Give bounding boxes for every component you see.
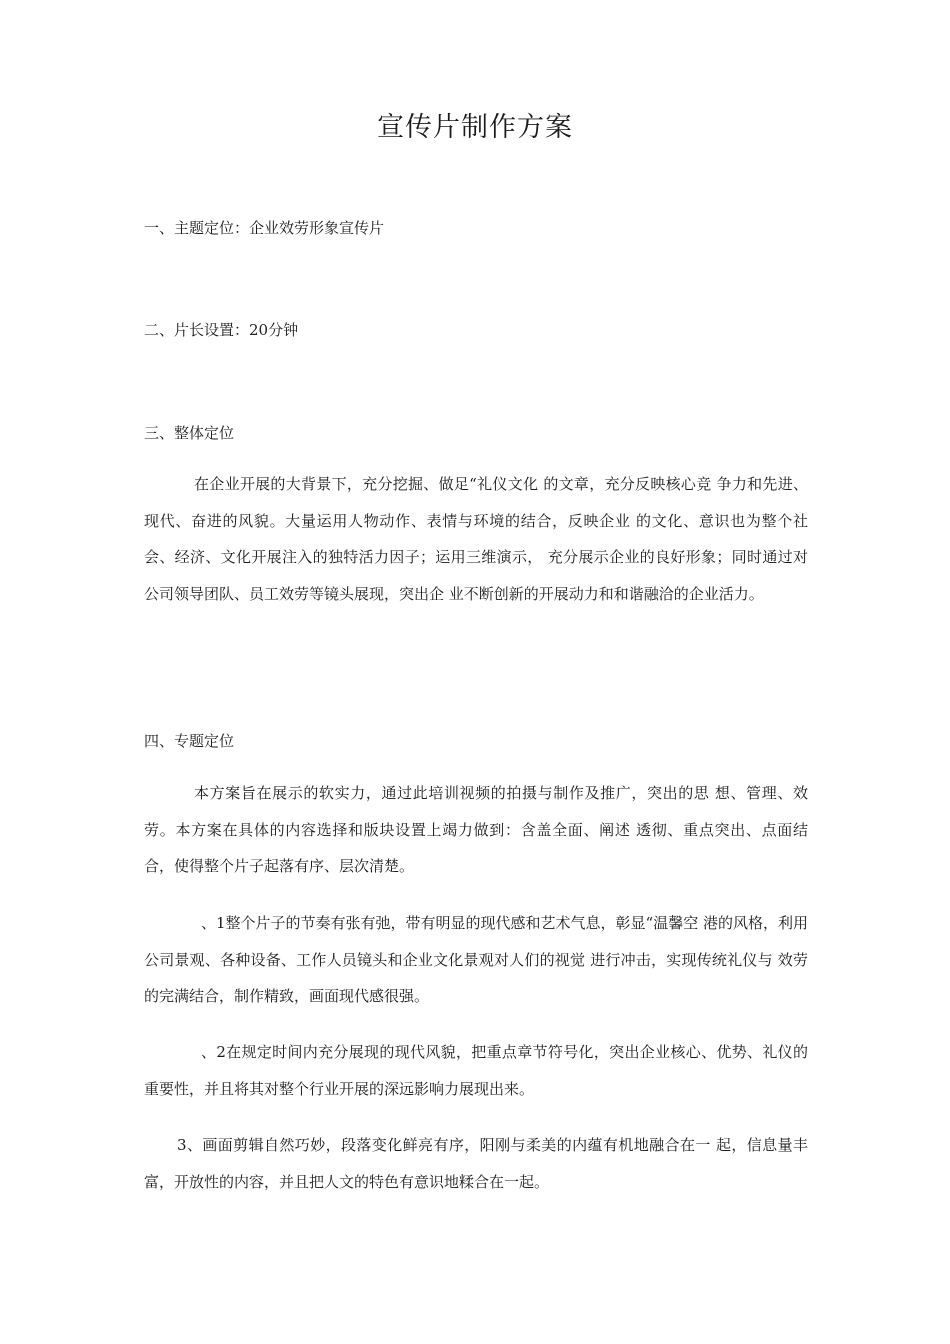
section-heading-overall: 三、整体定位 — [144, 424, 235, 442]
section-heading-duration: 二、片长设置：20分钟 — [144, 321, 299, 339]
list-item-3: 3、画面剪辑自然巧妙，段落变化鲜亮有序，阳刚与柔美的内蕴有机地融合在一 起，信息量丰富，开放性的内容，并且把人文的特色有意识地糅合在一起。 — [144, 1136, 808, 1191]
list-item-2: 、2在规定时间内充分展现的现代风貌，把重点章节符号化，突出企业核心、优势、礼仪的重要性，并且将其对整个行业开展的深远影响力展现出来。 — [144, 1043, 808, 1098]
section-heading-topic: 四、专题定位 — [144, 732, 235, 750]
paragraph-topic: 本方案旨在展示的软实力，通过此培训视频的拍摄与制作及推广，突出的思 想、管理、效劳。本方案在具体的内容选择和版块设置上竭力做到：含盖全面、阐述 透彻、重点突出、点面结合，使得整个片子起落有序、层次清楚。 — [144, 784, 808, 875]
list-item-1: 、1整个片子的节奏有张有弛，带有明显的现代感和艺术气息，彰显“温馨空 港的风格，利用公司景观、各种设备、工作人员镜头和企业文化景观对人们的视觉 进行冲击，实现传统礼仪与 效劳的完满结合，制作精致，画面现代感很强。 — [144, 914, 808, 1005]
document-title: 宣传片制作方案 — [377, 112, 573, 143]
section-heading-theme: 一、主题定位：企业效劳形象宣传片 — [144, 219, 385, 237]
paragraph-overall: 在企业开展的大背景下，充分挖掘、做足“礼仪文化 的文章，充分反映核心竞 争力和先进、现代、奋进的风貌。大量运用人物动作、表情与环境的结合，反映企业 的文化、意识也为整个社会、经济、文化开展注入的独特活力因子；运用三维演示， 充分展示企业的良好形象；同时通过对公司领导团队、员工效劳等镜头展现，突出企 业不断创新的开展动力和和谐融洽的企业活力。 — [144, 475, 808, 603]
